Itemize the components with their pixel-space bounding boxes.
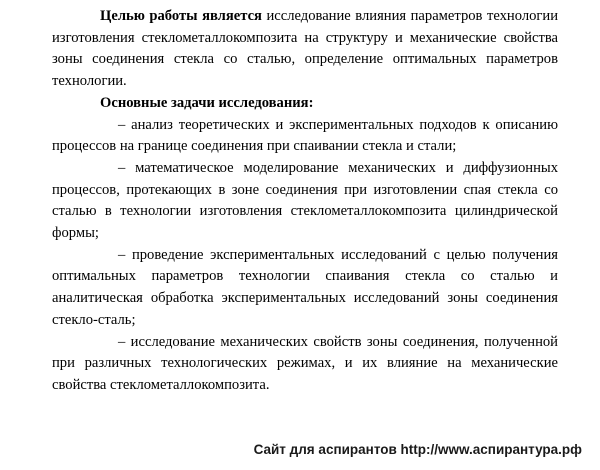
task-item-2: – математическое моделирование механических и диффузионных процессов, протекающих в зоне соединения при изготовлении спая стекла со сталью в технологии изготовления стеклометаллокомпозита цилиндрической формы; [52, 159, 558, 242]
goal-text: исследование влияния параметров технологии изготовления стеклометаллокомпозита на структуру и механические свойства зоны соединения стекла со сталью, определение оптимальных параметров технологии. [52, 8, 558, 90]
site-watermark: Сайт для аспирантов http://www.аспирантура.рф [253, 442, 582, 457]
task-item-1: – анализ теоретических и экспериментальных подходов к описанию процессов на границе соединения при спаивании стекла и стали; [52, 116, 558, 155]
task-item-4: – исследование механических свойств зоны соединения, полученной при различных технологических режимах, и их влияние на механические свойства стеклометаллокомпозита. [52, 333, 558, 393]
document-body [52, 6, 558, 397]
goal-lead: Целью работы является [100, 8, 262, 24]
task-item-3: – проведение экспериментальных исследований с целью получения оптимальных параметров технологии спаивания стекла со сталью и аналитическая обработка экспериментальных исследований зоны соединения стекло-сталь; [52, 246, 558, 328]
tasks-heading: Основные задачи исследования: [100, 94, 314, 111]
goal-paragraph [52, 6, 558, 93]
